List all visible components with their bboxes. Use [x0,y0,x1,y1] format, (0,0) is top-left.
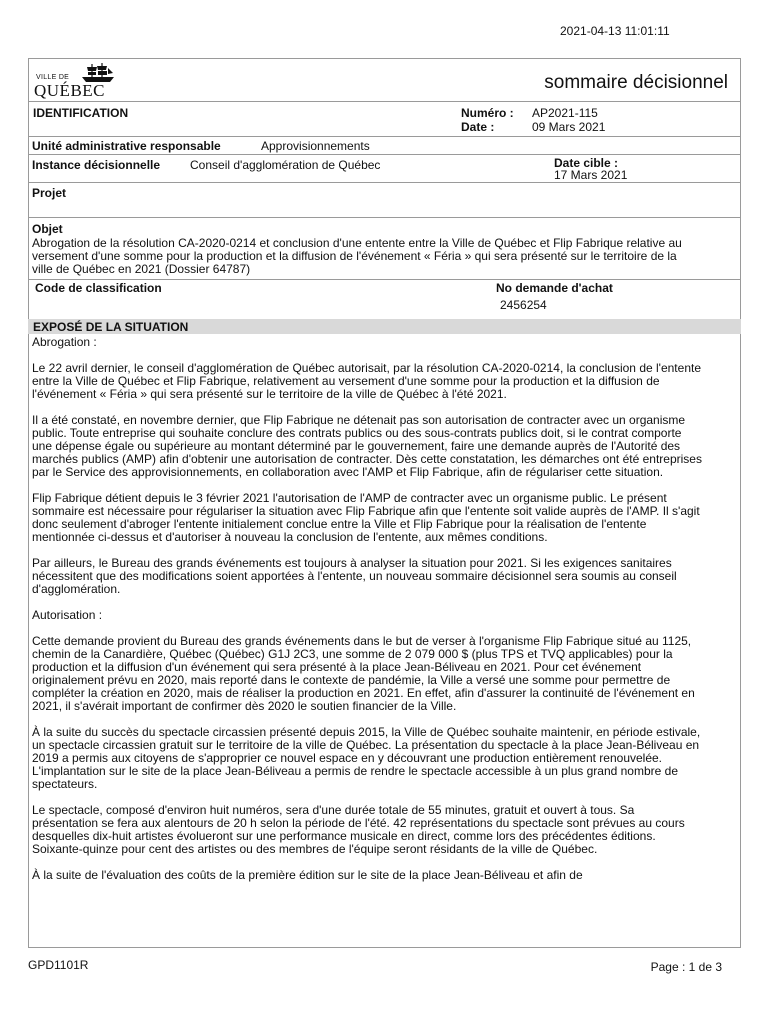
paragraph: Le spectacle, composé d'environ huit numéros, sera d'une durée totale de 55 minutes, gratuit et ouvert à tous. Sa présentation se fera aux alentours de 20 h selon la période de l'été. 42 représentations du spectacle sont prévues au cours desquelles dix-huit artistes évolueront sur une performance musicale en direct, comme lors des précédentes éditions. Soixante-quinze pour cent des artistes ou des membres de l'équipe seront résidants de la ville de Québec. [32,803,685,856]
page-number: Page : 1 de 3 [650,960,722,974]
demande-achat-value: 2456254 [500,298,547,312]
unite-value: Approvisionnements [261,139,370,153]
objet-text: Abrogation de la résolution CA-2020-0214 et conclusion d'une entente entre la Ville de Québec et Flip Fabrique relative au versement d'une somme pour la production et la diffusion de l'événement « Féria » qui sera présenté sur le territoire de la ville de Québec en 2021 (Dossier 64787) [32,236,682,276]
paragraph: Abrogation : [32,335,97,349]
ville-de-quebec-logo [32,62,122,102]
date-label: Date : [461,120,495,134]
projet-label: Projet [32,186,67,200]
unite-label: Unité administrative responsable [32,139,221,153]
paragraph: Flip Fabrique détient depuis le 3 février 2021 l'autorisation de l'AMP de contracter avec un organisme public. Le présent sommaire est nécessaire pour régulariser la situation avec Flip Fabrique afin que l'entente soit valide auprès de l'AMP. Il s'agit donc seulement d'abroger l'entente initialement conclue entre la Ville et Flip Fabrique pour la réalisation de l'entente mentionnée ci-dessus et d'autoriser à nouveau la conclusion de l'entente, aux mêmes conditions. [32,491,700,544]
demande-achat-label: No demande d'achat [496,281,613,295]
identification-heading: IDENTIFICATION [33,106,129,120]
numero-value: AP2021-115 [532,106,598,120]
paragraph: À la suite du succès du spectacle circassien présenté depuis 2015, la Ville de Québec souhaite maintenir, en période estivale, un spectacle circassien gratuit sur le territoire de la ville de Québec. La présentation du spectacle à la place Jean-Béliveau en 2019 a permis aux citoyens de s'approprier ce nouvel espace en y découvrant une production entièrement renouvelée. L'implantation sur le site de la place Jean-Béliveau a permis de rendre le spectacle accessible à un plus grand nombre de spectateurs. [32,725,701,791]
paragraph: Par ailleurs, le Bureau des grands événements est toujours à analyser la situation pour 2021. Si les exigences sanitaires nécessitent que des modifications soient apportées à l'entente, un nouveau sommaire décisionnel sera soumis au conseil d'agglomération. [32,556,677,596]
form-code: GPD1101R [28,958,89,972]
expose-heading: EXPOSÉ DE LA SITUATION [33,320,189,334]
paragraph: Cette demande provient du Bureau des grands événements dans le but de verser à l'organisme Flip Fabrique situé au 1125, chemin de la Canardière, Québec (Québec) G1J 2C3, une somme de 2 079 000 $ (plus TPS et TVQ applicables) pour la production et la diffusion d'un événement qui sera présenté à la place Jean-Béliveau en 2021. Pour cet événement originalement prévu en 2020, mais reporté dans le contexte de pandémie, la Ville a versé une somme pour permettre de compléter la création en 2020, mais de réaliser la production en 2021. En effet, afin d'assurer la continuité de l'événement en 2021, il s'avérait important de confirmer dès 2020 le soutien financier de la Ville. [32,634,695,713]
paragraph: Il a été constaté, en novembre dernier, que Flip Fabrique ne détenait pas son autorisation de contracter avec un organisme public. Toute entreprise qui souhaite conclure des contrats publics ou des sous-contrats publics doit, si le contrat comporte une dépense égale ou supérieure au montant déterminé par le gouvernement, faire une demande auprès de l'Autorité des marchés publics (AMP) afin d'obtenir une autorisation de contracter. Dès cette constatation, les démarches ont été entreprises par le Service des approvisionnements, en collaboration avec l'AMP et Flip Fabrique, afin de régulariser cette situation. [32,413,702,479]
expose-heading-band [28,319,741,334]
paragraph: Le 22 avril dernier, le conseil d'agglomération de Québec autorisait, par la résolution CA-2020-0214, la conclusion de l'entente entre la Ville de Québec et Flip Fabrique, relativement au versement d'une somme pour la production et la diffusion de l'événement « Féria » qui sera présenté sur le territoire de la ville de Québec à l'été 2021. [32,361,701,401]
date-value: 09 Mars 2021 [532,120,606,134]
divider [28,279,741,280]
divider [28,182,741,183]
date-cible-label: Date cible : [554,156,619,170]
paragraph: Autorisation : [32,608,103,622]
date-cible-value: 17 Mars 2021 [554,168,628,182]
numero-label: Numéro : [461,106,514,120]
instance-value: Conseil d'agglomération de Québec [190,158,381,172]
expose-body [32,336,702,895]
instance-label: Instance décisionnelle [32,158,161,172]
code-classification-label: Code de classification [35,281,162,295]
divider [28,217,741,218]
divider [28,101,741,102]
logo-quebec: QUÉBEC [34,81,105,100]
print-timestamp: 2021-04-13 11:01:11 [560,24,670,38]
divider [28,136,741,137]
divider [28,154,741,155]
logo-ville-de: VILLE DE [36,74,70,81]
paragraph: À la suite de l'évaluation des coûts de la première édition sur le site de la place Jean-Béliveau et afin de [32,868,583,882]
document-title: sommaire décisionnel [544,72,728,93]
objet-label: Objet [32,222,63,236]
